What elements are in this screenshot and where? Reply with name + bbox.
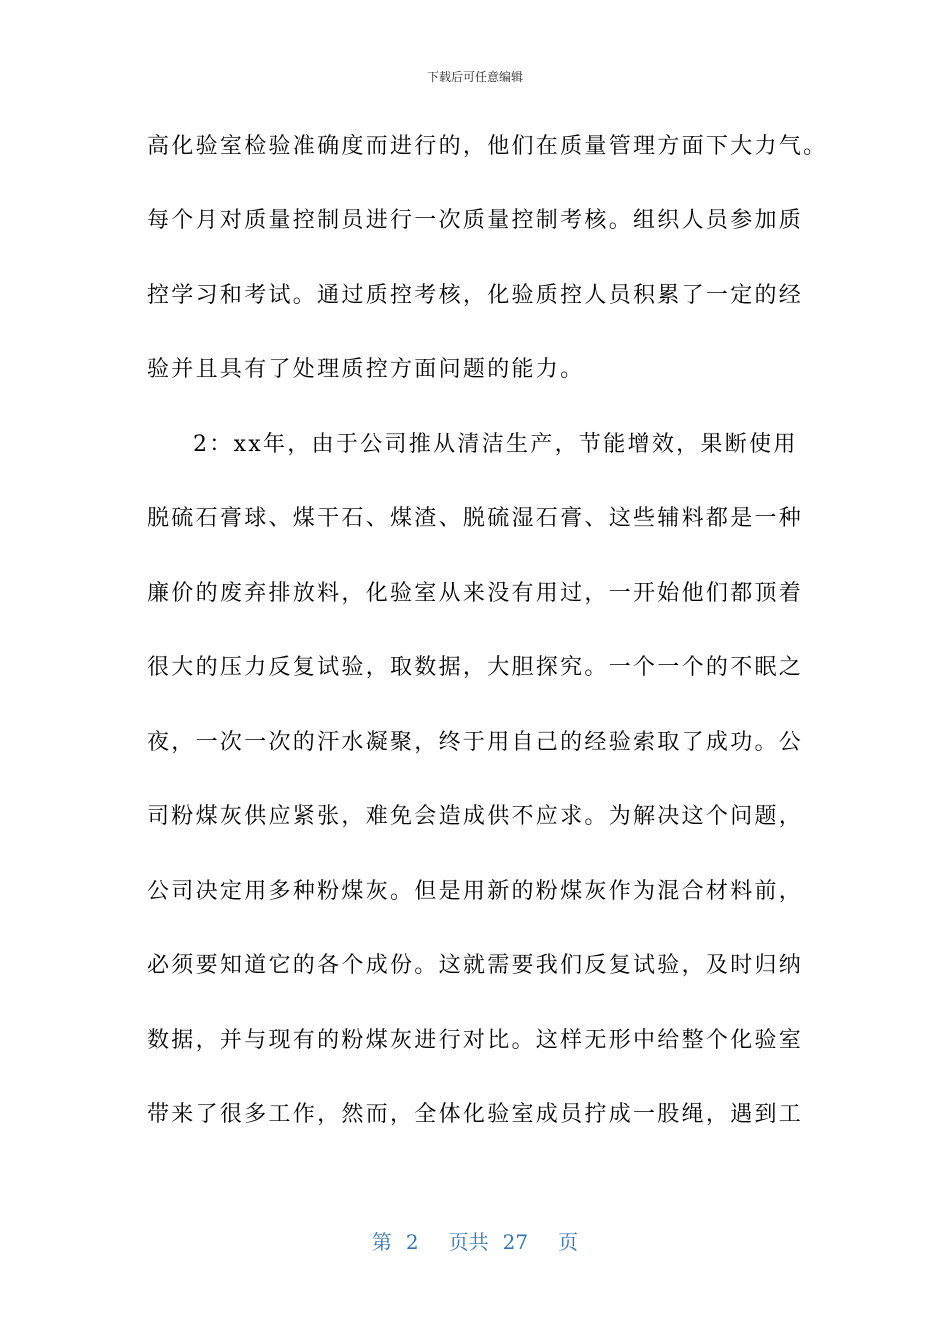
footer-page-number: 2 [405,1230,419,1254]
paragraph-2-line-10: 带来了很多工作，然而，全体化验室成员拧成一股绳，遇到工 [147,1102,804,1127]
paragraph-2-line-6: 司粉煤灰供应紧张，难免会造成供不应求。为解决这个问题， [147,804,804,829]
footer-suffix: 页 [558,1230,579,1254]
paragraph-1-line-2: 每个月对质量控制员进行一次质量控制考核。组织人员参加质 [147,208,804,233]
footer-prefix: 第 [371,1230,392,1254]
page-footer [0,1226,950,1255]
paragraph-2-line-2: 脱硫石膏球、煤干石、煤渣、脱硫湿石膏、这些辅料都是一种 [147,506,804,531]
paragraph-2-line-7: 公司决定用多种粉煤灰。但是用新的粉煤灰作为混合材料前， [147,879,804,904]
paragraph-2-line-1: 2：xx年，由于公司推从清洁生产，节能增效，果断使用 [193,432,798,457]
paragraph-2-line-8: 必须要知道它的各个成份。这就需要我们反复试验，及时归纳 [147,953,804,978]
paragraph-2-line-5: 夜，一次一次的汗水凝聚，终于用自己的经验索取了成功。公 [147,730,804,755]
paragraph-1-line-1: 高化验室检验准确度而进行的，他们在质量管理方面下大力气。 [147,134,828,159]
footer-middle: 页共 [448,1230,489,1254]
paragraph-2-line-9: 数据，并与现有的粉煤灰进行对比。这样无形中给整个化验室 [147,1028,804,1053]
page-header-note: 下载后可任意编辑 [426,70,523,84]
paragraph-1-line-3: 控学习和考试。通过质控考核，化验质控人员积累了一定的经 [147,283,804,308]
paragraph-1-line-4: 验并且具有了处理质控方面问题的能力。 [147,357,585,382]
paragraph-2-line-3: 廉价的废弃排放料，化验室从来没有用过，一开始他们都顶着 [147,581,804,606]
footer-total-pages: 27 [502,1230,529,1254]
paragraph-2-line-4: 很大的压力反复试验，取数据，大胆探究。一个一个的不眠之 [147,655,804,680]
